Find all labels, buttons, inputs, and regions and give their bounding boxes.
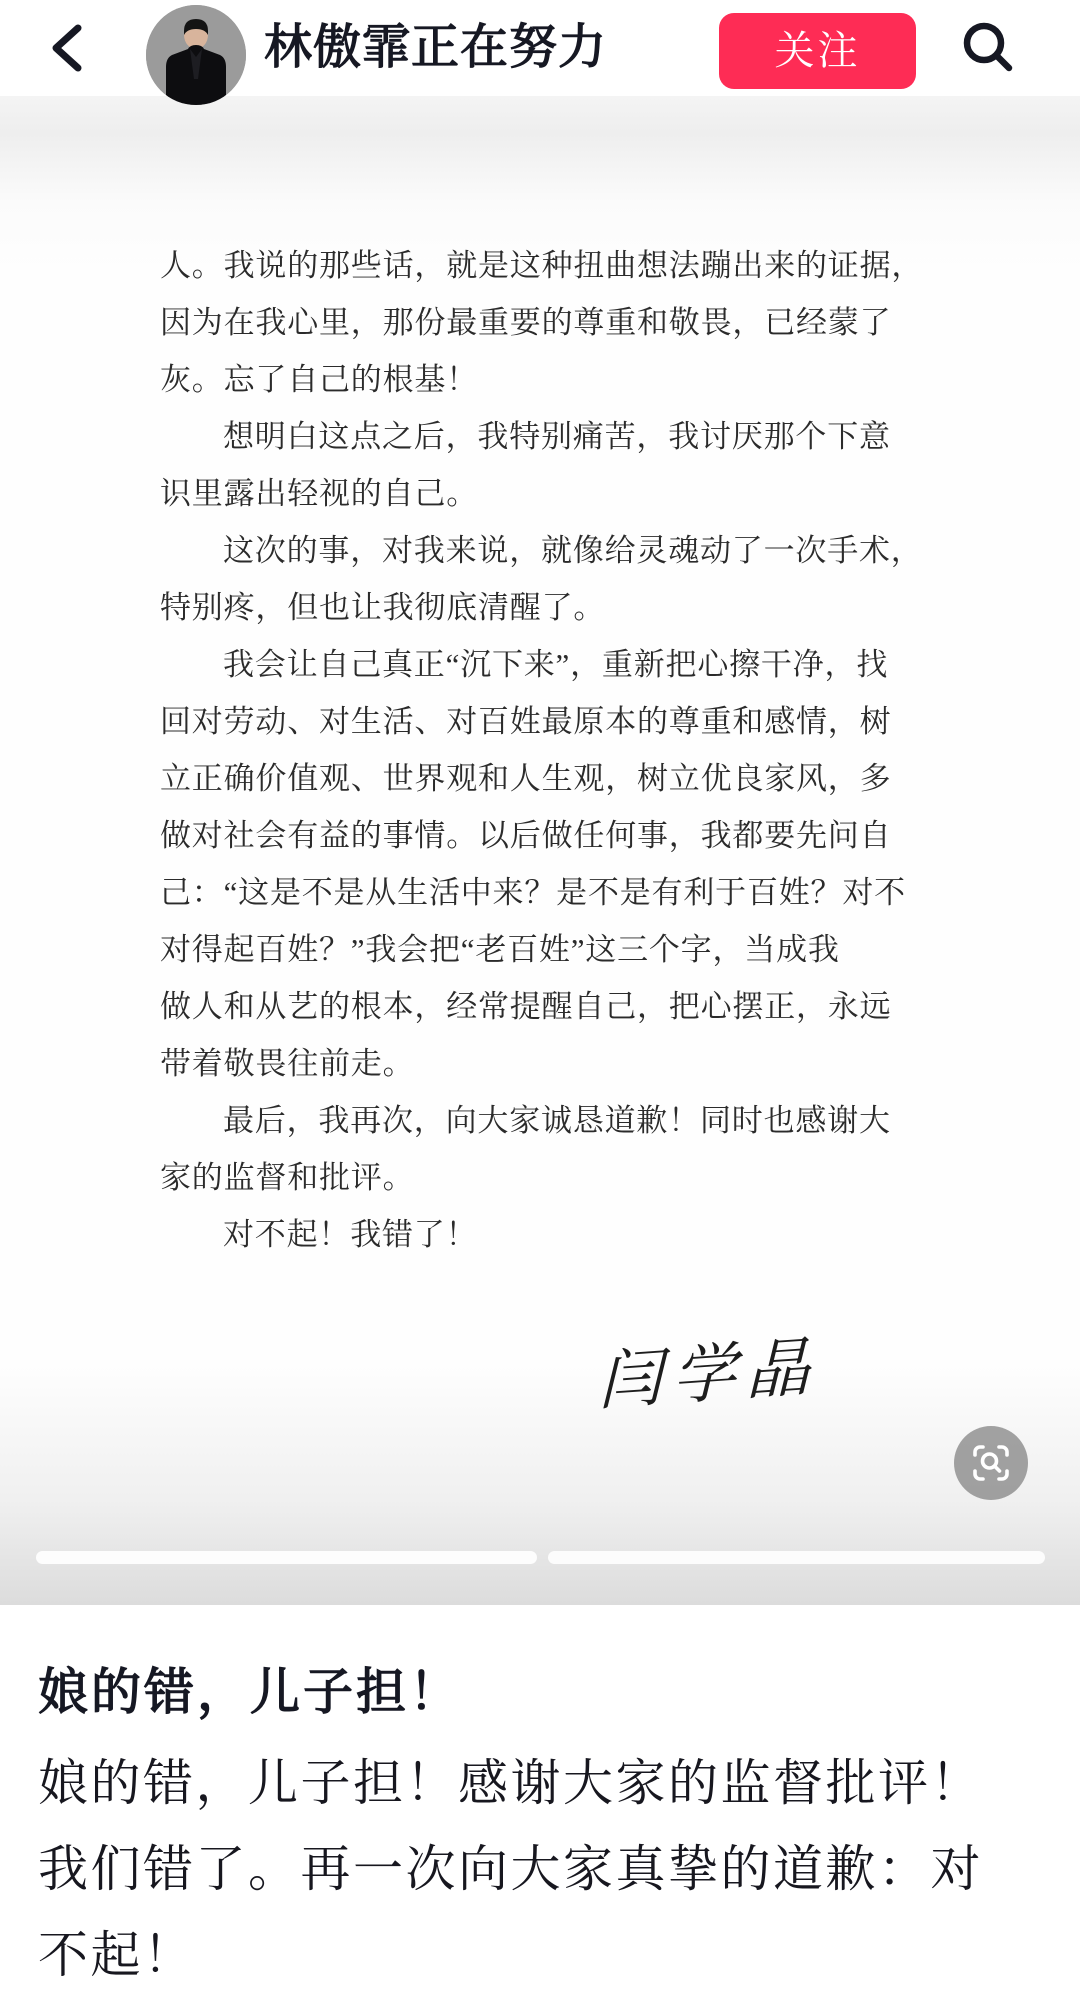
avatar[interactable] — [146, 5, 246, 105]
letter-text-line: 灰。忘了自己的根基！ — [160, 362, 478, 397]
follow-button[interactable]: 关注 — [719, 13, 916, 89]
letter-text-line: 因为在我心里，那份最重要的尊重和敬畏，已经蒙了 — [160, 305, 892, 340]
carousel-indicator-page-2[interactable] — [548, 1551, 1045, 1564]
search-icon — [956, 16, 1020, 80]
avatar-portrait-icon — [146, 5, 246, 105]
caption-body-line: 不起！ — [38, 1927, 196, 1983]
letter-text-line: 回对劳动、对生活、对百姓最原本的尊重和感情，树 — [160, 704, 892, 739]
letter-text-line: 己：“这是不是从生活中来？是不是有利于百姓？对不 — [160, 875, 906, 910]
carousel-indicator-page-1[interactable] — [36, 1551, 537, 1564]
letter-text-line: 家的监督和批评。 — [160, 1160, 415, 1195]
search-button[interactable] — [956, 16, 1020, 80]
signature-text: 闫学晶 — [598, 1330, 820, 1420]
letter-text-line: 对得起百姓？”我会把“老百姓”这三个字，当成我 — [160, 932, 840, 967]
letter-text-line: 这次的事，对我来说，就像给灵魂动了一次手术， — [223, 533, 923, 568]
image-search-icon — [970, 1442, 1012, 1484]
letter-text-line: 最后，我再次，向大家诚恳道歉！同时也感谢大 — [223, 1103, 891, 1138]
letter-text-line: 立正确价值观、世界观和人生观，树立优良家风，多 — [160, 761, 892, 796]
letter-text-line: 带着敬畏往前走。 — [160, 1046, 415, 1081]
letter-text-line: 做对社会有益的事情。以后做任何事，我都要先问自 — [160, 818, 892, 853]
letter-text-line: 对不起！我错了！ — [223, 1217, 478, 1252]
letter-text-line: 想明白这点之后，我特别痛苦，我讨厌那个下意 — [223, 419, 891, 454]
username: 林傲霏正在努力 — [264, 21, 608, 74]
chevron-left-icon — [42, 20, 94, 76]
letter-text-line: 识里露出轻视的自己。 — [160, 476, 478, 511]
image-search-button[interactable] — [954, 1426, 1028, 1500]
caption-title: 娘的错，儿子担！ — [38, 1664, 462, 1720]
letter-text-line: 特别疼，但也让我彻底清醒了。 — [160, 590, 606, 625]
caption-body-line: 娘的错，儿子担！感谢大家的监督批评！ — [38, 1755, 983, 1811]
caption-body-line: 我们错了。再一次向大家真挚的道歉：对 — [38, 1841, 983, 1897]
back-button[interactable] — [42, 20, 94, 76]
letter-text-line: 人。我说的那些话，就是这种扭曲想法蹦出来的证据， — [160, 248, 924, 283]
letter-text-line: 我会让自己真正“沉下来”，重新把心擦干净，找 — [223, 647, 889, 682]
header-bar — [0, 0, 1080, 96]
letter-text-line: 做人和从艺的根本，经常提醒自己，把心摆正，永远 — [160, 989, 892, 1024]
